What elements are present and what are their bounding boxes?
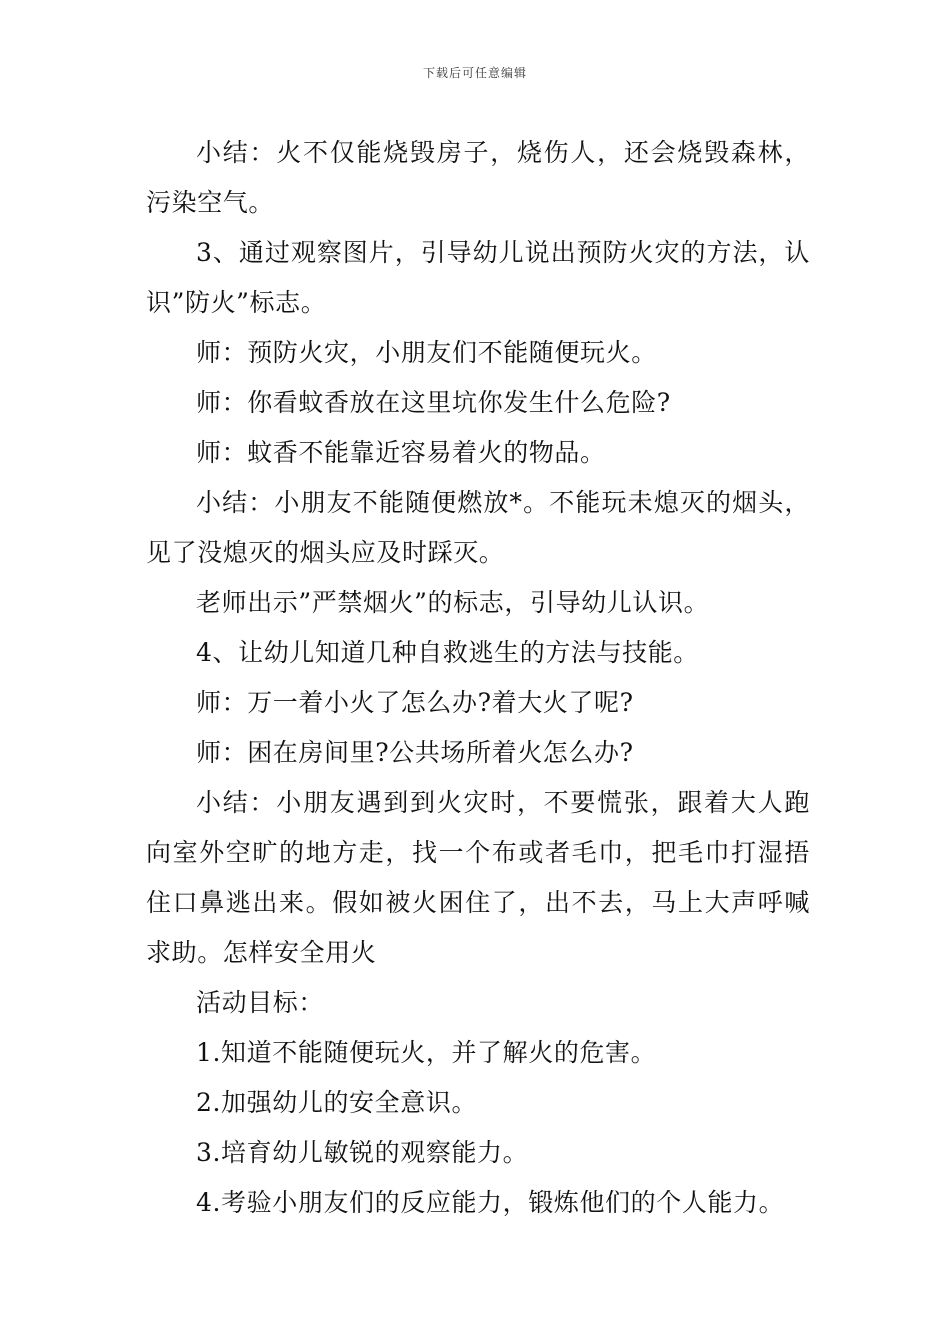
paragraph-step-3: 3、通过观察图片，引导幼儿说出预防火灾的方法，认识”防火”标志。	[146, 238, 810, 317]
paragraph-teacher-no-play-fire: 师：预防火灾，小朋友们不能随便玩火。	[196, 338, 657, 367]
page-header: 下载后可任意编辑	[422, 66, 527, 80]
paragraph-teacher-mosquito-coil-question: 师：你看蚊香放在这里坑你发生什么危险?	[196, 388, 671, 417]
paragraph-summary-escape: 小结：小朋友遇到到火灾时，不要慌张，跟着大人跑向室外空旷的地方走，找一个布或者毛巾，把毛巾打湿捂住口鼻逃出来。假如被火困住了，出不去，马上大声呼喊求助。怎样安全用火	[146, 788, 810, 967]
document-body	[146, 128, 810, 1228]
paragraph-teacher-trapped-room: 师：困在房间里?公共场所着火怎么办?	[196, 738, 634, 767]
paragraph-goal-3: 3.培育幼儿敏锐的观察能力。	[196, 1138, 529, 1167]
paragraph-summary-fire-damage: 小结：火不仅能烧毁房子，烧伤人，还会烧毁森林，污染空气。	[146, 138, 810, 217]
paragraph-goal-2: 2.加强幼儿的安全意识。	[196, 1088, 478, 1117]
paragraph-teacher-mosquito-coil: 师：蚊香不能靠近容易着火的物品。	[196, 438, 606, 467]
paragraph-summary-cigarette: 小结：小朋友不能随便燃放*。不能玩未熄灭的烟头，见了没熄灭的烟头应及时踩灭。	[146, 488, 810, 567]
paragraph-teacher-small-big-fire: 师：万一着小火了怎么办?着大火了呢?	[196, 688, 634, 717]
paragraph-no-fire-sign: 老师出示”严禁烟火”的标志，引导幼儿认识。	[196, 588, 710, 617]
paragraph-step-4: 4、让幼儿知道几种自救逃生的方法与技能。	[196, 638, 699, 667]
paragraph-goal-4: 4.考验小朋友们的反应能力，锻炼他们的个人能力。	[196, 1188, 785, 1217]
paragraph-activity-goals-heading: 活动目标：	[196, 988, 325, 1017]
paragraph-goal-1: 1.知道不能随便玩火，并了解火的危害。	[196, 1038, 657, 1067]
